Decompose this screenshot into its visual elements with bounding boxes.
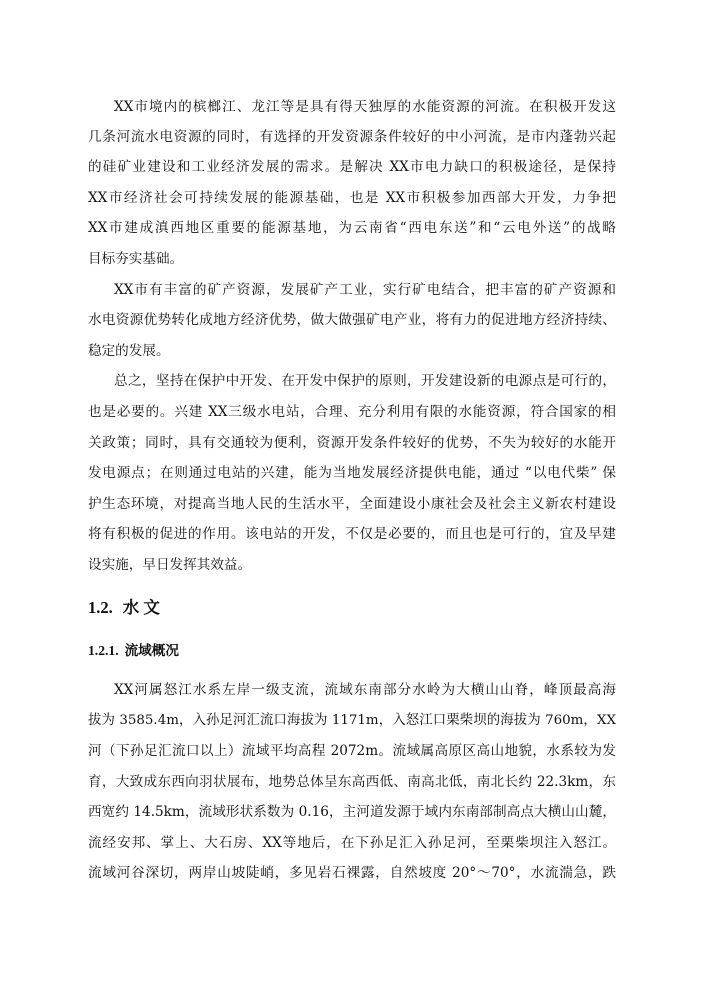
hydro-line-1: XX河属怒江水系左岸一级支流，流域东南部分水岭为大横山山脊，峰顶最高海	[114, 682, 616, 698]
p2-line-3: 稳定的发展。	[88, 343, 170, 359]
subsection-heading	[88, 641, 179, 661]
section-title: 水 文	[122, 598, 160, 617]
hydro-line-3: 河（下孙足汇流口以上）流域平均高程 2072m。流域属高原区高山地貌，水系较为发	[88, 743, 616, 759]
hydro-line-7: 流域河谷深切，两岸山坡陡峭，多见岩石裸露，自然坡度 20°～70°，水流湍急，跌	[88, 865, 616, 881]
p3-line-1: 总之，坚持在保护中开发、在开发中保护的原则，开发建设新的电源点是可行的，	[114, 373, 616, 389]
hydro-line-5: 西宽约 14.5km，流域形状系数为 0.16，主河道发源于域内东南部制高点大横山山麓，	[88, 804, 616, 820]
p2-line-1: XX市有丰富的矿产资源，发展矿产工业，实行矿电结合，把丰富的矿产资源和	[114, 282, 616, 298]
section-heading	[88, 597, 160, 619]
p1-line-2: 几条河流水电资源的同时，有选择的开发资源条件较好的中小河流，是市内蓬勃兴起	[88, 129, 616, 145]
hydro-line-4: 育，大致成东西向羽状展布，地势总体呈东高西低、南高北低，南北长约 22.3km，东	[88, 774, 616, 790]
p3-line-3: 关政策；同时，具有交通较为便利，资源开发条件较好的优势，不失为较好的水能开	[88, 435, 616, 451]
p3-line-4: 发电源点；在则通过电站的兴建，能为当地发展经济提供电能，通过 “以电代柴” 保	[88, 465, 616, 481]
subsection-number: 1.2.1.	[88, 643, 119, 658]
hydro-line-2: 拔为 3585.4m，入孙足河汇流口海拔为 1171m，入怒江口栗柴坝的海拔为 760m，XX	[88, 713, 616, 728]
section-number: 1.2.	[88, 598, 113, 617]
p1-line-6: 目标夯实基础。	[88, 251, 184, 267]
p1-line-3: 的硅矿业建设和工业经济发展的需求。是解决 XX市电力缺口的积极途径，是保持	[88, 159, 616, 175]
subsection-title: 流域概况	[124, 643, 179, 658]
p3-line-7: 设实施，早日发挥其效益。	[88, 557, 252, 573]
p3-line-6: 将有积极的促进的作用。该电站的开发，不仅是必要的，而且也是可行的，宜及早建	[88, 526, 616, 542]
p3-line-5: 护生态环境，对提高当地人民的生活水平，全面建设小康社会及社会主义新农村建设	[88, 496, 616, 512]
p3-line-2: 也是必要的。兴建 XX三级水电站，合理、充分利用有限的水能资源，符合国家的相	[88, 404, 616, 420]
hydro-line-6: 流经安邦、掌上、大石房、XX等地后，在下孙足汇入孙足河，至栗柴坝注入怒江。	[88, 835, 616, 851]
p2-line-2: 水电资源优势转化成地方经济优势，做大做强矿电产业，将有力的促进地方经济持续、	[88, 312, 616, 328]
p1-line-1: XX市境内的槟榔江、龙江等是具有得天独厚的水能资源的河流。在积极开发这	[114, 99, 616, 115]
p1-line-4: XX市经济社会可持续发展的能源基础，也是 XX市积极参加西部大开发，力争把	[88, 190, 616, 206]
p1-line-5: XX市建成滇西地区重要的能源基地，为云南省“西电东送”和“云电外送”的战略	[88, 220, 616, 236]
